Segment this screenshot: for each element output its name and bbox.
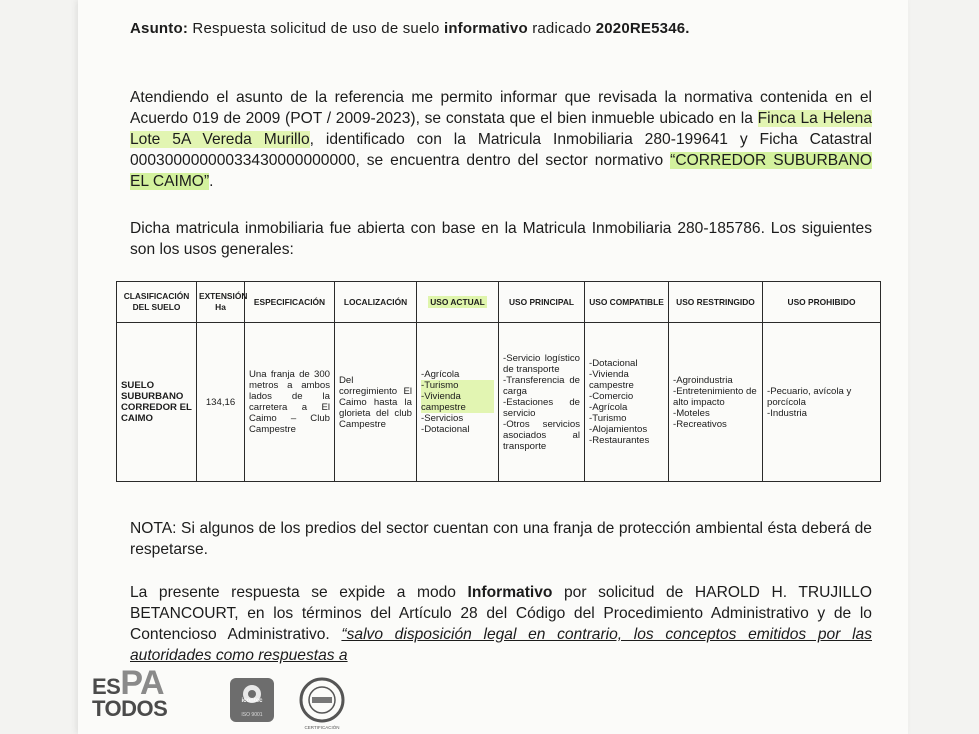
list-item: -Industria bbox=[767, 407, 807, 419]
header-uso-prohibido: USO PROHIBIDO bbox=[763, 282, 881, 323]
list-item: -Servicios bbox=[421, 413, 464, 424]
paragraph-matricula: Dicha matricula inmobiliaria fue abierta con base en la Matricula Inmobiliaria 280-185786. Los siguientes son los usos generales: bbox=[130, 220, 872, 258]
paragraph-nota: NOTA: Si algunos de los predios del sector cuentan con una franja de protección ambiental ésta deberá de respetarse. bbox=[130, 520, 872, 558]
list-item: -Entretenimiento de alto impacto bbox=[673, 385, 757, 408]
logo-bottom-line: TODOS bbox=[92, 696, 168, 721]
list-item: -Agrícola bbox=[589, 402, 628, 413]
table-row bbox=[117, 323, 881, 482]
cell-uso-principal bbox=[499, 323, 585, 482]
subject-text-a: Respuesta solicitud de uso de suelo bbox=[188, 20, 444, 37]
informativo-bold: Informativo bbox=[467, 584, 553, 601]
header-uso-actual-label: USO ACTUAL bbox=[430, 296, 485, 307]
list-item: -Comercio bbox=[589, 391, 634, 402]
list-item: -Restaurantes bbox=[589, 435, 650, 446]
list-item: -Vivienda campestre bbox=[421, 391, 494, 413]
paragraph-normativa bbox=[130, 87, 872, 192]
logo-top-a: ES bbox=[92, 674, 121, 699]
land-use-table bbox=[116, 281, 881, 482]
header-uso-principal: USO PRINCIPAL bbox=[499, 282, 585, 323]
list-item: -Dotacional bbox=[589, 358, 638, 369]
list-item: -Estaciones de servicio bbox=[503, 396, 580, 419]
certification-seal-icon bbox=[298, 676, 346, 724]
icontec-label: icontec bbox=[241, 698, 263, 704]
logo-top-b: PA bbox=[120, 664, 165, 702]
list-item: -Alojamientos bbox=[589, 424, 648, 435]
paragraph-normativa-b: , identificado con la Matricula Inmobiliaria 280-199641 y Ficha Catastral 00030000000033430000000000, se encuentra dentro del sector normativo bbox=[130, 131, 873, 169]
paragraph-respuesta-a: La presente respuesta se expide a modo bbox=[130, 584, 468, 601]
subject-text-bold: informativo bbox=[443, 20, 528, 37]
list-item: -Dotacional bbox=[421, 424, 470, 435]
icontec-sub-label: ISO 9001 bbox=[241, 712, 263, 718]
table-header-row bbox=[117, 282, 881, 323]
header-uso-restringido: USO RESTRINGIDO bbox=[669, 282, 763, 323]
highlight-property-location: Finca La Helena Lote 5A Vereda Murillo bbox=[130, 110, 872, 148]
legal-quote: “salvo disposición legal en contrario, los conceptos emitidos por las autoridades como respuestas a bbox=[130, 626, 872, 664]
certification-label: CERTIFICACIÓN bbox=[304, 725, 340, 730]
cell-localizacion: Del corregimiento El Caimo hasta la glorieta del club Campestre bbox=[335, 323, 417, 482]
list-item: -Moteles bbox=[673, 407, 710, 419]
list-item: -Servicio logístico de transporte bbox=[503, 352, 580, 375]
paragraph-normativa-a: Atendiendo el asunto de la referencia me permito informar que revisada la normativa contenida en el Acuerdo 019 de 2009 (POT / 2009-2023), se constata que el bien inmueble ubicado en la bbox=[130, 89, 872, 127]
header-localizacion: LOCALIZACIÓN bbox=[335, 282, 417, 323]
footer-logos bbox=[92, 664, 362, 732]
paragraph-normativa-c: . bbox=[209, 173, 214, 190]
list-item: -Recreativos bbox=[673, 418, 727, 430]
cell-uso-restringido bbox=[669, 323, 763, 482]
cell-extension: 134,16 bbox=[197, 323, 245, 482]
list-item: -Otros servicios asociados al transporte bbox=[503, 418, 580, 452]
highlight-sector-name: “CORREDOR SUBURBANO EL CAIMO” bbox=[130, 152, 872, 190]
cell-uso-prohibido bbox=[763, 323, 881, 482]
paragraph-respuesta bbox=[130, 582, 872, 666]
list-item: -Agroindustria bbox=[673, 374, 733, 386]
header-extension: EXTENSIÓN Ha bbox=[197, 282, 245, 323]
header-uso-compatible: USO COMPATIBLE bbox=[585, 282, 669, 323]
cell-especificacion: Una franja de 300 metros a ambos lados de la carretera a El Caimo – Club Campestre bbox=[245, 323, 335, 482]
list-item: -Transferencia de carga bbox=[503, 374, 580, 397]
list-item: -Pecuario, avícola y porcícola bbox=[767, 385, 852, 408]
header-clasificacion: CLASIFICACIÓN DEL SUELO bbox=[117, 282, 197, 323]
subject-label: Asunto: bbox=[130, 20, 189, 37]
espa-todos-logo bbox=[92, 664, 168, 721]
cell-uso-compatible bbox=[585, 323, 669, 482]
cell-uso-actual bbox=[417, 323, 499, 482]
list-item: -Turismo bbox=[589, 413, 627, 424]
cell-clasificacion: SUELO SUBURBANO CORREDOR EL CAIMO bbox=[117, 323, 197, 482]
header-uso-actual bbox=[417, 282, 499, 323]
list-item: -Vivienda campestre bbox=[589, 369, 634, 391]
list-item: -Agrícola bbox=[421, 369, 460, 380]
subject-line bbox=[130, 20, 890, 37]
logo-top-line bbox=[92, 664, 167, 702]
list-item: -Turismo bbox=[421, 380, 494, 391]
subject-number: 2020RE5346. bbox=[595, 20, 690, 37]
subject-text-b: radicado bbox=[527, 20, 596, 37]
paragraph-respuesta-b: por solicitud de HAROLD H. TRUJILLO BETANCOURT, en los términos del Artículo 28 del Código del Procedimiento Administrativo y de lo Contencioso Administrativo. bbox=[130, 584, 872, 643]
header-especificacion: ESPECIFICACIÓN bbox=[245, 282, 335, 323]
